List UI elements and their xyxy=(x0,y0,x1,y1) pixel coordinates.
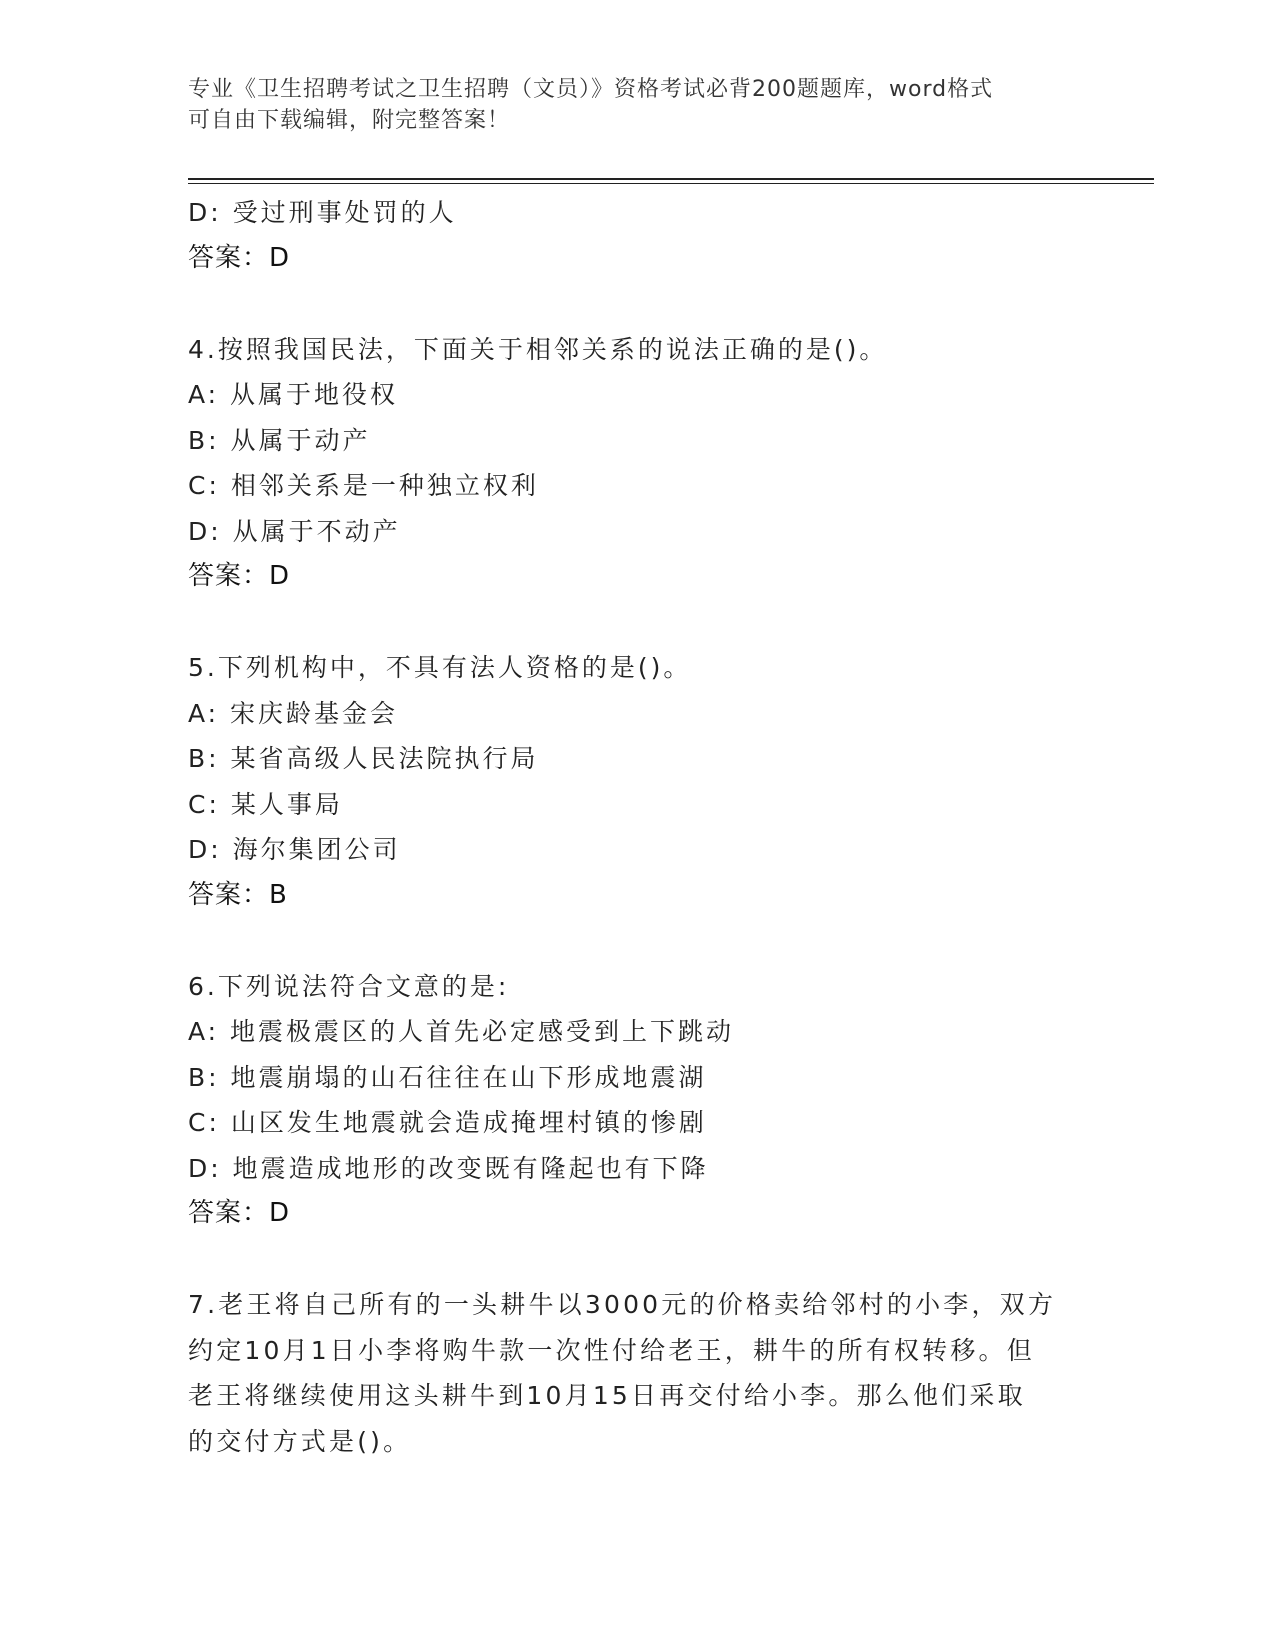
option-c: C: 相邻关系是一种独立权利 xyxy=(188,471,539,500)
option-a: A: 宋庆龄基金会 xyxy=(188,698,399,728)
option-d: D: 地震造成地形的改变既有隆起也有下降 xyxy=(188,1153,709,1183)
header-rule-thin xyxy=(188,183,1154,184)
question-5 xyxy=(188,645,1088,918)
document-header xyxy=(188,74,1088,136)
question-stem: 4.按照我国民法，下面关于相邻关系的说法正确的是()。 xyxy=(188,334,888,364)
option-d: D: 受过刑事处罚的人 xyxy=(188,198,457,227)
spacer xyxy=(188,1237,1088,1283)
option-b: B: 地震崩塌的山石往往在山下形成地震湖 xyxy=(188,1062,707,1092)
question-4 xyxy=(188,327,1088,600)
option-c: C: 山区发生地震就会造成掩埋村镇的惨剧 xyxy=(188,1108,707,1137)
option-c: C: 某人事局 xyxy=(188,789,343,819)
answer-line: 答案：D xyxy=(188,1198,291,1228)
question-content xyxy=(188,190,1088,1464)
spacer xyxy=(188,918,1088,964)
option-a: A: 地震极震区的人首先必定感受到上下跳动 xyxy=(188,1017,735,1046)
question-stem-line-3: 老王将继续使用这头耕牛到10月15日再交付给小李。那么他们采取 xyxy=(188,1381,1026,1410)
option-b: B: 某省高级人民法院执行局 xyxy=(188,744,539,773)
question-7 xyxy=(188,1282,1088,1464)
option-b: B: 从属于动产 xyxy=(188,425,371,455)
option-d: D: 海尔集团公司 xyxy=(188,835,401,864)
question-stem-line-4: 的交付方式是()。 xyxy=(188,1426,412,1456)
spacer xyxy=(188,281,1088,327)
answer-line: 答案：D xyxy=(188,561,291,591)
answer-line: 答案：D xyxy=(188,242,291,273)
question-stem: 6.下列说法符合文意的是: xyxy=(188,971,510,1001)
answer-line: 答案：B xyxy=(188,879,288,910)
question-stem-line-1: 7.老王将自己所有的一头耕牛以3000元的价格卖给邻村的小李，双方 xyxy=(188,1290,1057,1319)
header-line-2: 可自由下载编辑，附完整答案！ xyxy=(188,108,511,133)
question-stem-line-2: 约定10月1日小李将购牛款一次性付给老王，耕牛的所有权转移。但 xyxy=(188,1335,1035,1365)
option-a: A: 从属于地役权 xyxy=(188,380,399,409)
header-line-1: 专业《卫生招聘考试之卫生招聘（文员）》资格考试必背200题题库，word格式 xyxy=(188,77,994,102)
header-rule-thick xyxy=(188,178,1154,180)
option-d: D: 从属于不动产 xyxy=(188,516,401,546)
question-stem: 5.下列机构中，不具有法人资格的是()。 xyxy=(188,653,692,682)
question-6 xyxy=(188,964,1088,1237)
spacer xyxy=(188,600,1088,646)
